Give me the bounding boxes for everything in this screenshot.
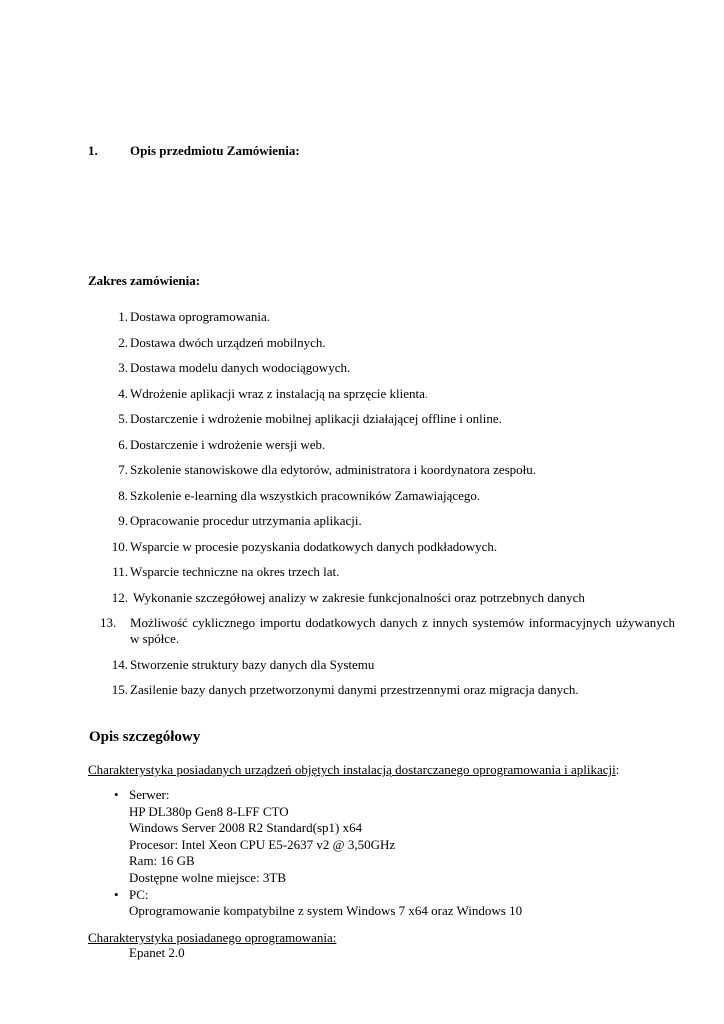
list-item-text: Wsparcie techniczne na okres trzech lat. bbox=[130, 564, 340, 579]
scope-heading: Zakres zamówienia: bbox=[88, 273, 201, 288]
server-line: Ram: 16 GB bbox=[129, 853, 195, 869]
list-item bbox=[100, 437, 675, 453]
list-item-number: 12. bbox=[111, 589, 128, 605]
list-item-number: 15. bbox=[111, 682, 128, 697]
list-item-number: 9. bbox=[118, 513, 128, 528]
software-heading-text: Charakterystyka posiadanego oprogramowania: bbox=[88, 930, 337, 945]
list-item-number: 13. bbox=[100, 615, 117, 630]
list-item-text: Szkolenie stanowiskowe dla edytorów, administratora i koordynatora zespołu. bbox=[130, 462, 537, 477]
bullet-icon: • bbox=[114, 886, 119, 902]
list-item bbox=[100, 615, 675, 647]
section-title: Opis przedmiotu Zamówienia: bbox=[130, 143, 300, 158]
list-item-number: 7. bbox=[118, 462, 128, 477]
list-item-text: Dostarczenie i wdrożenie wersji web. bbox=[130, 436, 326, 452]
list-item-text: Dostawa modelu danych wodociągowych. bbox=[130, 360, 351, 375]
devices-heading-suffix: : bbox=[615, 762, 620, 777]
list-item bbox=[100, 657, 675, 673]
server-line: Windows Server 2008 R2 Standard(sp1) x64 bbox=[129, 820, 363, 836]
list-item-text: Możliwość cyklicznego importu dodatkowych danych z innych systemów informacyjnych używanych w spółce. bbox=[130, 615, 675, 646]
server-line: Procesor: Intel Xeon CPU E5-2637 v2 @ 3,50GHz bbox=[129, 836, 396, 852]
list-item-text: Zasilenie bazy danych przetworzonymi danymi przestrzennymi oraz migracja danych. bbox=[130, 682, 579, 697]
details-heading: Opis szczegółowy bbox=[89, 729, 201, 745]
list-item-number: 11. bbox=[112, 564, 128, 579]
scope-list bbox=[100, 309, 675, 708]
list-item-number: 4. bbox=[118, 385, 128, 401]
list-item-text: Wdrożenie aplikacji wraz z instalacją na sprzęcie klienta bbox=[130, 385, 425, 401]
bullet-icon: • bbox=[114, 787, 119, 802]
server-item bbox=[110, 787, 522, 887]
devices-list bbox=[110, 787, 522, 920]
list-item bbox=[100, 513, 675, 529]
server-line: HP DL380p Gen8 8-LFF CTO bbox=[129, 803, 289, 819]
pc-line: Oprogramowanie kompatybilne z system Windows 7 x64 oraz Windows 10 bbox=[129, 903, 523, 919]
list-item bbox=[100, 462, 675, 478]
list-item-number: 14. bbox=[111, 656, 128, 672]
list-item-text: Wsparcie w procesie pozyskania dodatkowych danych podkładowych. bbox=[130, 538, 498, 554]
list-item bbox=[100, 309, 675, 325]
list-item bbox=[100, 539, 675, 555]
list-item bbox=[100, 682, 675, 698]
list-item bbox=[100, 335, 675, 351]
software-heading bbox=[88, 929, 336, 947]
software-value: Epanet 2.0 bbox=[129, 945, 185, 960]
list-item-number: 3. bbox=[118, 360, 128, 375]
list-item bbox=[100, 360, 675, 376]
list-item-number: 5. bbox=[118, 411, 128, 426]
list-item-text: Stworzenie struktury bazy danych dla Systemu bbox=[130, 656, 375, 672]
list-item bbox=[100, 411, 675, 427]
devices-heading-text: Charakterystyka posiadanych urządzeń objętych instalacją dostarczanego oprogramowania i aplikacji bbox=[88, 762, 616, 777]
list-item-text: Szkolenie e-learning dla wszystkich pracowników Zamawiającego. bbox=[130, 487, 481, 503]
devices-heading bbox=[88, 762, 619, 778]
pc-item bbox=[110, 887, 522, 920]
server-line: Dostępne wolne miejsce: 3TB bbox=[129, 869, 287, 885]
list-item-number: 6. bbox=[118, 436, 128, 452]
list-item-text: Dostarczenie i wdrożenie mobilnej aplikacji działającej offline i online. bbox=[130, 411, 502, 426]
server-label: Serwer: bbox=[129, 787, 170, 802]
list-item bbox=[100, 564, 675, 580]
list-item-text: Dostawa oprogramowania. bbox=[130, 309, 271, 324]
list-item bbox=[100, 386, 675, 402]
list-item-number: 1. bbox=[118, 309, 128, 324]
list-item-number: 8. bbox=[118, 487, 128, 503]
list-item-number: 2. bbox=[118, 334, 128, 350]
list-item-text: Opracowanie procedur utrzymania aplikacji. bbox=[130, 513, 362, 528]
list-item-number: 10. bbox=[111, 538, 128, 554]
list-item bbox=[100, 590, 675, 606]
section-number: 1. bbox=[88, 143, 98, 158]
list-item-suffix: . bbox=[424, 385, 429, 401]
list-item-text: Wykonanie szczegółowej analizy w zakresie funkcjonalności oraz potrzebnych danych bbox=[130, 589, 585, 605]
pc-label: PC: bbox=[129, 886, 149, 902]
list-item-text: Dostawa dwóch urządzeń mobilnych. bbox=[130, 334, 326, 350]
list-item bbox=[100, 488, 675, 504]
